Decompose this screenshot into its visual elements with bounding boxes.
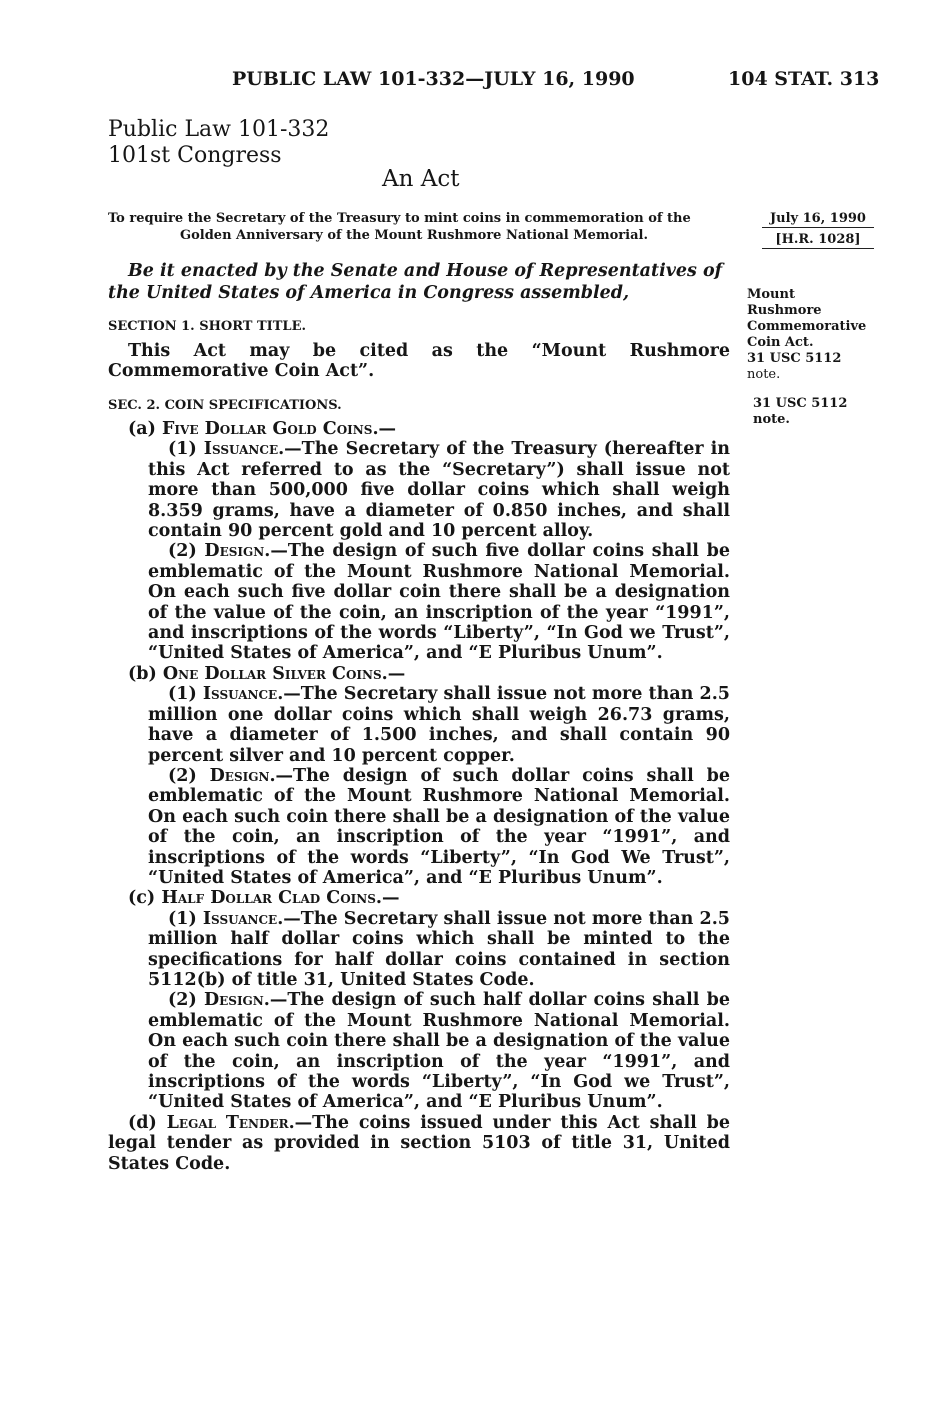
- subsection-dash: .—: [381, 663, 406, 684]
- subsection-a-heading: [108, 419, 730, 439]
- subsection-d: [108, 1113, 730, 1174]
- paragraph-label: (2): [168, 541, 205, 562]
- paragraph-label: (1): [168, 908, 203, 929]
- margin-short-title-note: [747, 287, 887, 383]
- margin-note-2: note.: [753, 412, 790, 427]
- margin-date: July 16, 1990: [762, 210, 874, 228]
- subsection-label: (b): [128, 663, 163, 684]
- paragraph-b2: [108, 766, 730, 888]
- paragraph-heading: Issuance: [202, 908, 278, 929]
- purpose-line-2: Golden Anniversary of the Mount Rushmore National Memorial.: [180, 228, 648, 243]
- subsection-dash: .—: [375, 888, 400, 909]
- subsection-c-heading: [108, 888, 730, 908]
- paragraph-label: (1): [168, 439, 204, 460]
- paragraph-text: .—The Secretary shall issue not more than 2.5 million half dollar coins which shall be minted to the specifications for half dollar coins contained in section 5112(b) of title 31, United States Code.: [148, 908, 730, 990]
- paragraph-label: (1): [168, 684, 203, 705]
- paragraph-c2: [108, 990, 730, 1112]
- paragraph-label: (2): [168, 765, 210, 786]
- running-head: PUBLIC LAW 101-332—JULY 16, 1990: [232, 68, 635, 90]
- section-1-heading: SECTION 1. SHORT TITLE.: [108, 319, 307, 334]
- purpose-line-1: To require the Secretary of the Treasury to mint coins in commemoration of the: [108, 211, 691, 226]
- section-1-body: [108, 341, 730, 382]
- subsection-label: (d): [128, 1112, 167, 1133]
- subsection-title: Five Dollar Gold Coins: [162, 419, 373, 439]
- paragraph-a2: [108, 541, 730, 663]
- margin-citation-2: 31 USC 5112: [753, 396, 848, 411]
- stat-page-number: 104 STAT. 313: [728, 68, 880, 90]
- section-2-heading: SEC. 2. COIN SPECIFICATIONS.: [108, 398, 342, 413]
- paragraph-b1: [108, 684, 730, 766]
- paragraph-heading: Issuance: [202, 684, 278, 705]
- margin-topic-line: Mount: [747, 287, 795, 302]
- subsection-title: Half Dollar Clad Coins: [161, 888, 376, 909]
- margin-topic-line: Coin Act.: [747, 335, 814, 350]
- subsection-label: (a): [128, 419, 162, 439]
- subsection-b-heading: [108, 664, 730, 684]
- paragraph-text: .—The design of such half dollar coins shall be emblematic of the Mount Rushmore National Memorial. On each such coin there shall be a designation of the value of the coin, an inscription of the year “1991”, and inscriptions of the words “Liberty”, “In God we Trust”, “United States of America”, and “E Pluribus Unum”.: [148, 990, 730, 1113]
- paragraph-heading: Design: [204, 541, 265, 562]
- subsection-dash: .—: [372, 419, 397, 439]
- paragraph-heading: Issuance: [203, 439, 279, 460]
- act-label: An Act: [382, 166, 460, 192]
- paragraph-heading: Design: [203, 990, 264, 1011]
- enacting-clause: Be it enacted by the Senate and House of Representatives of the United States of America in Congress assembled,: [108, 261, 723, 303]
- paragraph-text: .—The design of such dollar coins shall be emblematic of the Mount Rushmore National Memorial. On each such coin there shall be a designation of the value of the coin, an inscription of the year “1991”, and inscriptions of the words “Liberty”, “In God We Trust”, “United States of America”, and “E Pluribus Unum”.: [148, 765, 730, 888]
- margin-topic-line: Commemorative: [747, 319, 867, 334]
- margin-note-1: note.: [747, 367, 781, 382]
- subsection-label: (c): [128, 888, 162, 909]
- law-number: Public Law 101-332: [108, 117, 330, 142]
- margin-citation-block-2: [753, 396, 873, 428]
- paragraph-text: .—The design of such five dollar coins shall be emblematic of the Mount Rushmore National Memorial. On each such five dollar coin there shall be a designation of the value of the coin, an inscription of the year “1991”, and inscriptions of the words “Liberty”, “In God we Trust”, “United States of America”, and “E Pluribus Unum”.: [148, 541, 730, 664]
- congress-number: 101st Congress: [108, 143, 282, 168]
- margin-bill-number: [H.R. 1028]: [762, 231, 874, 249]
- paragraph-a1: [108, 439, 730, 541]
- paragraph-text: .—The Secretary of the Treasury (hereafter in this Act referred to as the “Secretary”) shall issue not more than 500,000 five dollar coins which shall weigh 8.359 grams, have a diameter of 0.850 inches, and shall contain 90 percent gold and 10 percent alloy.: [148, 439, 730, 542]
- subsection-title: One Dollar Silver Coins: [162, 663, 382, 684]
- margin-topic-line: Rushmore: [747, 303, 822, 318]
- subsection-title: Legal Tender: [166, 1112, 289, 1133]
- law-title-block: [108, 117, 329, 169]
- section-2-body: [108, 419, 730, 1174]
- short-title-text: This Act may be cited as the “Mount Rushmore Commemorative Coin Act”.: [108, 341, 730, 382]
- margin-citation-1: 31 USC 5112: [747, 351, 842, 366]
- paragraph-heading: Design: [209, 765, 270, 786]
- paragraph-c1: [108, 909, 730, 991]
- paragraph-text: .—The Secretary shall issue not more than 2.5 million one dollar coins which shall weigh 26.73 grams, have a diameter of 1.500 inches, and shall contain 90 percent silver and 10 percent copper.: [148, 684, 730, 766]
- paragraph-label: (2): [168, 990, 204, 1011]
- subsection-text: .—The coins issued under this Act shall be legal tender as provided in section 5103 of title 31, United States Code.: [108, 1112, 731, 1174]
- purpose-clause: [108, 210, 738, 244]
